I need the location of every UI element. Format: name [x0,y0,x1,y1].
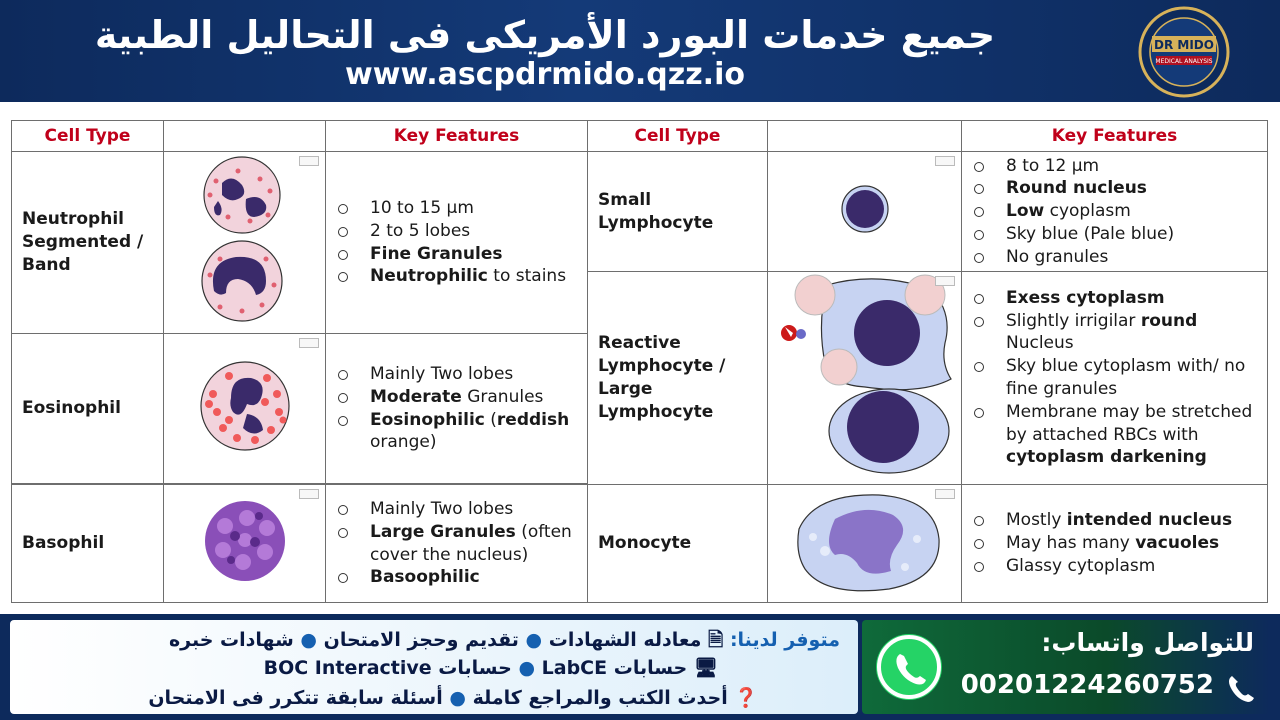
feature-item: Mostly intended nucleus [972,509,1267,532]
dr-mido-logo [1100,6,1268,98]
services-panel [10,620,858,714]
image-handle-icon [935,156,955,166]
feature-item: 8 to 12 µm [972,155,1267,178]
feature-item: Neutrophilic to stains [336,265,587,288]
service-item: تقديم وحجز الامتحان [323,629,519,651]
feature-item: Moderate Granules [336,386,587,409]
neutrophil-illustration [180,155,310,325]
reactive-lymphocyte-image [768,272,962,485]
feature-item: Membrane may be stretched by attached RBCs with cytoplasm darkening [972,401,1267,469]
reactive-lymphocyte-illustration [775,273,955,478]
cell-type-eosinophil: Eosinophil [12,334,164,484]
feature-item: Mainly Two lobes [336,498,587,521]
slide-table-area [0,102,1280,614]
whatsapp-icon[interactable] [876,634,942,700]
features-reactive-lymphocyte [962,272,1268,485]
certificate-icon: 🗎 [708,629,724,651]
service-item: معادله الشهادات [548,629,702,651]
features-neutrophil [326,152,588,334]
services-line-3: ❓ أحدث الكتب والمراجع كاملة ● أسئلة سابقة تتكرر فى الامتحان [148,687,758,709]
feature-item: Low cyoplasm [972,200,1267,223]
question-icon: ❓ [734,687,758,709]
feature-item: Eosinophilic (reddish orange) [336,409,587,455]
feature-item: Glassy cytoplasm [972,555,1267,578]
monocyte-image [768,485,962,603]
feature-item: Slightly irrigilar round Nucleus [972,310,1267,356]
available-label: متوفر لدينا: [729,629,840,651]
features-small-lymphocyte [962,152,1268,272]
feature-item: Exess cytoplasm [972,287,1267,310]
small-lymphocyte-illustration [825,179,905,239]
eosinophil-illustration [185,358,305,454]
services-line-2: 🖥 حسابات LabCE ● حسابات BOC Interactive [263,657,718,679]
eosinophil-image [164,334,326,484]
col-header-image-2 [768,121,962,152]
feature-item: No granules [972,246,1267,269]
image-handle-icon [935,489,955,499]
service-item: أحدث الكتب والمراجع كاملة [472,687,728,709]
image-handle-icon [299,489,319,499]
phone-number[interactable]: 00201224260752 [960,670,1214,700]
image-handle-icon [299,338,319,348]
feature-item: Fine Granules [336,243,587,266]
feature-item: May has many vacuoles [972,532,1267,555]
cell-type-basophil: Basophil [12,485,164,603]
basophil-image [164,485,326,603]
col-header-key-features-2: Key Features [962,121,1268,152]
cell-type-reactive-lymphocyte: Reactive Lymphocyte / Large Lymphocyte [588,272,768,485]
image-handle-icon [935,276,955,286]
image-handle-icon [299,156,319,166]
cell-type-neutrophil: Neutrophil Segmented / Band [12,152,164,334]
monitor-icon: 🖥 [693,657,718,679]
service-item: حسابات LabCE [541,657,688,679]
logo-text: DR MIDO [1154,38,1214,52]
neutrophil-image [164,152,326,334]
header-banner [0,0,1280,102]
footer-banner [0,614,1280,720]
feature-item: 10 to 15 µm [336,197,587,220]
feature-item: Sky blue (Pale blue) [972,223,1267,246]
services-line-1: متوفر لدينا: 🗎 معادله الشهادات ● تقديم وحجز الامتحان ● شهادات خبره [168,629,840,651]
service-item: شهادات خبره [168,629,294,651]
basophil-illustration [195,496,295,586]
cell-type-monocyte: Monocyte [588,485,768,603]
service-item: حسابات BOC Interactive [263,657,512,679]
col-header-image [164,121,326,152]
feature-item: Sky blue cytoplasm with/ no fine granules [972,355,1267,401]
banner-url[interactable]: www.ascpdrmido.qzz.io [345,57,745,92]
col-header-key-features: Key Features [326,121,588,152]
banner-title: جميع خدمات البورد الأمريكى فى التحاليل الطبية [94,13,996,57]
small-lymphocyte-image [768,152,962,272]
table-row [12,485,1268,603]
feature-item: Mainly Two lobes [336,363,587,386]
cell-type-small-lymphocyte: Small Lymphocyte [588,152,768,272]
features-eosinophil [326,334,588,484]
service-item: أسئلة سابقة تتكرر فى الامتحان [148,687,443,709]
table-row [12,152,1268,272]
features-basophil [326,485,588,603]
monocyte-illustration [785,489,945,593]
feature-item: Round nucleus [972,177,1267,200]
feature-item: Basoophilic [336,566,587,589]
feature-item: Large Granules (often cover the nucleus) [336,521,587,567]
contact-panel [862,620,1270,714]
col-header-cell-type: Cell Type [12,121,164,152]
col-header-cell-type-2: Cell Type [588,121,768,152]
feature-item: 2 to 5 lobes [336,220,587,243]
table-header-row [12,121,1268,152]
white-cells-table [11,120,1268,603]
contact-label: للتواصل واتساب: [1041,628,1254,657]
logo-subtext: MEDICAL ANALYSIS [1155,58,1213,65]
phone-icon [1224,672,1256,704]
features-monocyte [962,485,1268,603]
